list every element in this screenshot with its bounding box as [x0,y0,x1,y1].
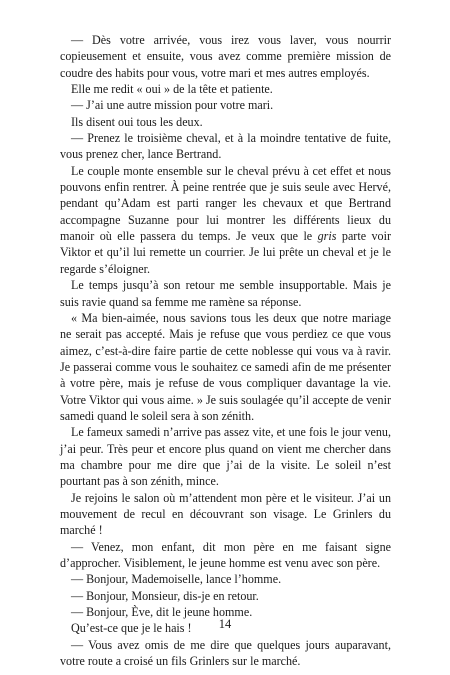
paragraph: — J’ai une autre mission pour votre mari. [71,98,274,113]
paragraph: Qu’est-ce que je le hais ! [71,621,192,636]
paragraph: — Venez, mon enfant, dit mon père en me faisant signe d’approcher. Visiblement, le jeune homme est venu avec son père. [60,539,391,570]
paragraph: — Bonjour, Monsieur, dis-je en retour. [71,588,259,603]
paragraph [60,163,391,277]
italic-word: gris [317,229,337,244]
paragraph: Je rejoins le salon où m’attendent mon père et le visiteur. J’ai un mouvement de recul en découvrant son visage. Le Grinlers du marché ! [60,490,391,538]
page-number: 14 [218,617,232,631]
paragraph: Ils disent oui tous les deux. [71,114,203,129]
paragraph: Le fameux samedi n’arrive pas assez vite, et une fois le jour venu, j’ai peur. Très peur et encore plus quand on vient me chercher dans ma chambre pour me dire que j’ai de la visite. Le soleil n’est pourtant pas à son zénith, mince. [60,425,391,489]
paragraph-text: Le couple monte ensemble sur le cheval prévu à cet effet et nous pouvons enfin rentrer. À peine rentrée que je suis seule avec Hervé, pendant qu’Adam est parti ranger les chevaux et que Bertrand accompagne Suzanne pour lui montrer les différents lieux du manoir où elle passera du temps. Je veux que le [60,163,391,244]
paragraph: — Bonjour, Ève, dit le jeune homme. [71,605,253,620]
paragraph: — Vous avez omis de me dire que quelques jours auparavant, votre route a croisé un fils Grinlers sur le marché. [60,637,391,669]
page-body [60,32,391,669]
paragraph: — Prenez le troisième cheval, et à la moindre tentative de fuite, vous prenez cher, lance Bertrand. [60,131,391,162]
paragraph: — Dès votre arrivée, vous irez vous laver, vous nourrir copieusement et ensuite, vous avez comme première mission de coudre des habits pour vous, votre mari et mes autres employés. [60,33,391,80]
paragraph-text: parte voir Viktor et qu’il lui remette un courrier. Je lui prête un cheval et je le regarde s’éloigner. [60,229,391,276]
paragraph: — Bonjour, Mademoiselle, lance l’homme. [71,572,282,587]
paragraph: « Ma bien-aimée, nous savions tous les deux que notre mariage ne serait pas accepté. Mais je refuse que vous perdiez ce que vous aimez, c’est-à-dire faire partie de cette noblesse qui vous va à ravir. Je passerai comme vous le souhaitez ce samedi afin de me présenter à votre père, mais je refuse de vous compliquer davantage la vie. Votre Viktor qui vous aime. » Je suis soulagée qu’il accepte de venir samedi quand le soleil sera à son zénith. [60,310,391,423]
paragraph: Le temps jusqu’à son retour me semble insupportable. Mais je suis ravie quand sa femme me ramène sa réponse. [60,278,391,309]
paragraph: Elle me redit « oui » de la tête et patiente. [71,82,273,97]
